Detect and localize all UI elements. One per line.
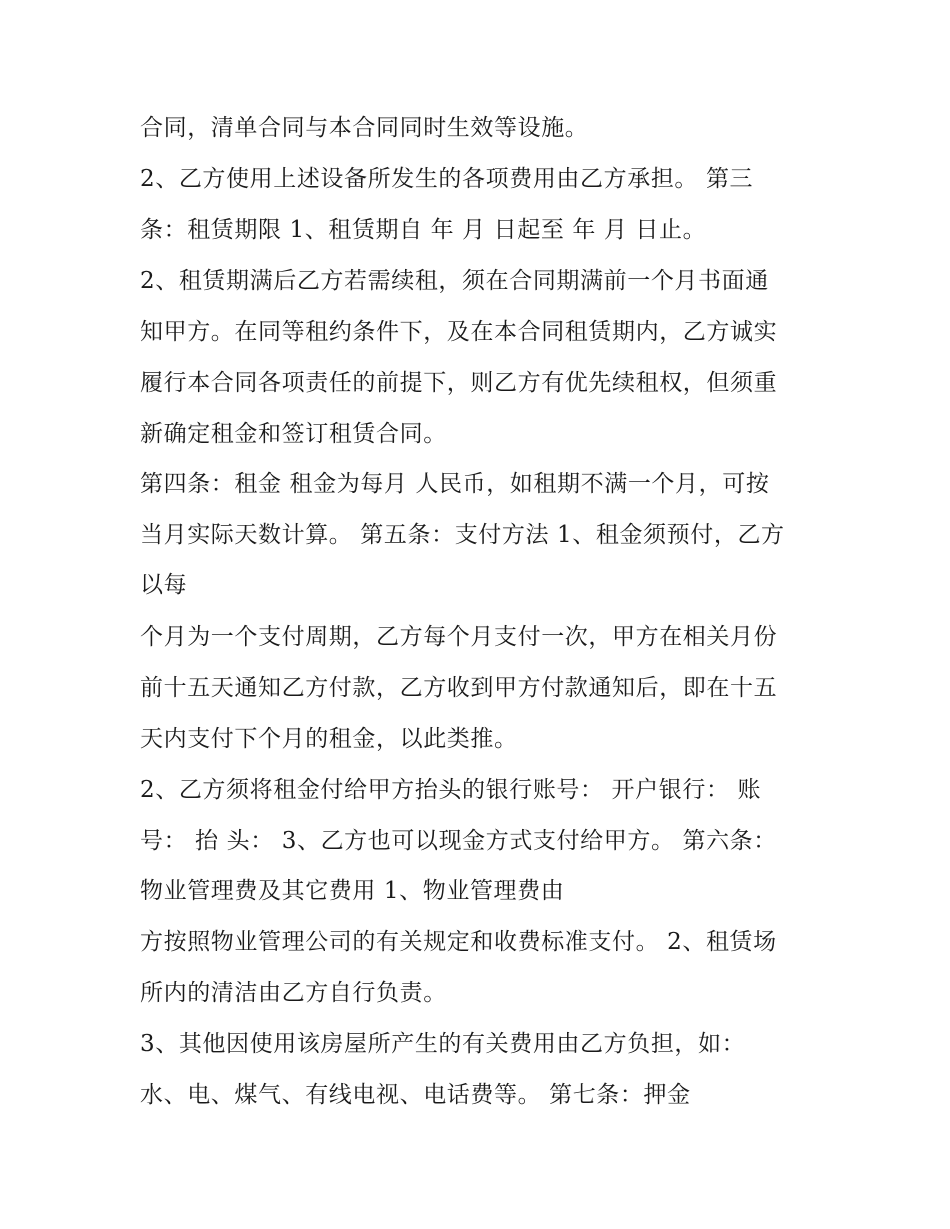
text-line: 水、电、煤气、有线电视、电话费等。 第七条：押金 bbox=[140, 1082, 691, 1108]
text-line: 天内支付下个月的租金，以此类推。 bbox=[140, 726, 518, 752]
text-line: 3、其他因使用该房屋所产生的有关费用由乙方负担，如： bbox=[140, 1031, 746, 1057]
text-line: 条：租赁期限 1、租赁期自 年 月 日起至 年 月 日止。 bbox=[140, 217, 707, 243]
text-line: 2、乙方须将租金付给甲方抬头的银行账号： 开户银行： 账 bbox=[140, 777, 762, 803]
text-line: 以每 bbox=[140, 572, 188, 598]
text-line: 2、乙方使用上述设备所发生的各项费用由乙方承担。 第三 bbox=[140, 166, 754, 192]
text-line: 物业管理费及其它费用 1、物业管理费由 bbox=[140, 878, 565, 904]
text-line: 第四条：租金 租金为每月 人民币，如租期不满一个月，可按 bbox=[140, 471, 770, 497]
text-line: 号： 抬 头： 3、乙方也可以现金方式支付给甲方。 第六条： bbox=[140, 828, 777, 854]
text-line: 方按照物业管理公司的有关规定和收费标准支付。 2、租赁场 bbox=[140, 929, 777, 955]
text-line: 新确定租金和签订租赁合同。 bbox=[140, 421, 447, 447]
text-line: 履行本合同各项责任的前提下，则乙方有优先续租权，但须重 bbox=[140, 370, 778, 396]
text-line: 当月实际天数计算。 第五条：支付方法 1、租金须预付，乙方 bbox=[140, 522, 785, 548]
text-line: 知甲方。在同等租约条件下，及在本合同租赁期内，乙方诚实 bbox=[140, 319, 778, 345]
text-line: 2、租赁期满后乙方若需续租，须在合同期满前一个月书面通 bbox=[140, 268, 769, 294]
text-line: 所内的清洁由乙方自行负责。 bbox=[140, 980, 447, 1006]
text-line: 个月为一个支付周期，乙方每个月支付一次，甲方在相关月份 bbox=[140, 624, 778, 650]
text-line: 前十五天通知乙方付款，乙方收到甲方付款通知后，即在十五 bbox=[140, 675, 778, 701]
text-line: 合同，清单合同与本合同同时生效等设施。 bbox=[140, 115, 589, 141]
